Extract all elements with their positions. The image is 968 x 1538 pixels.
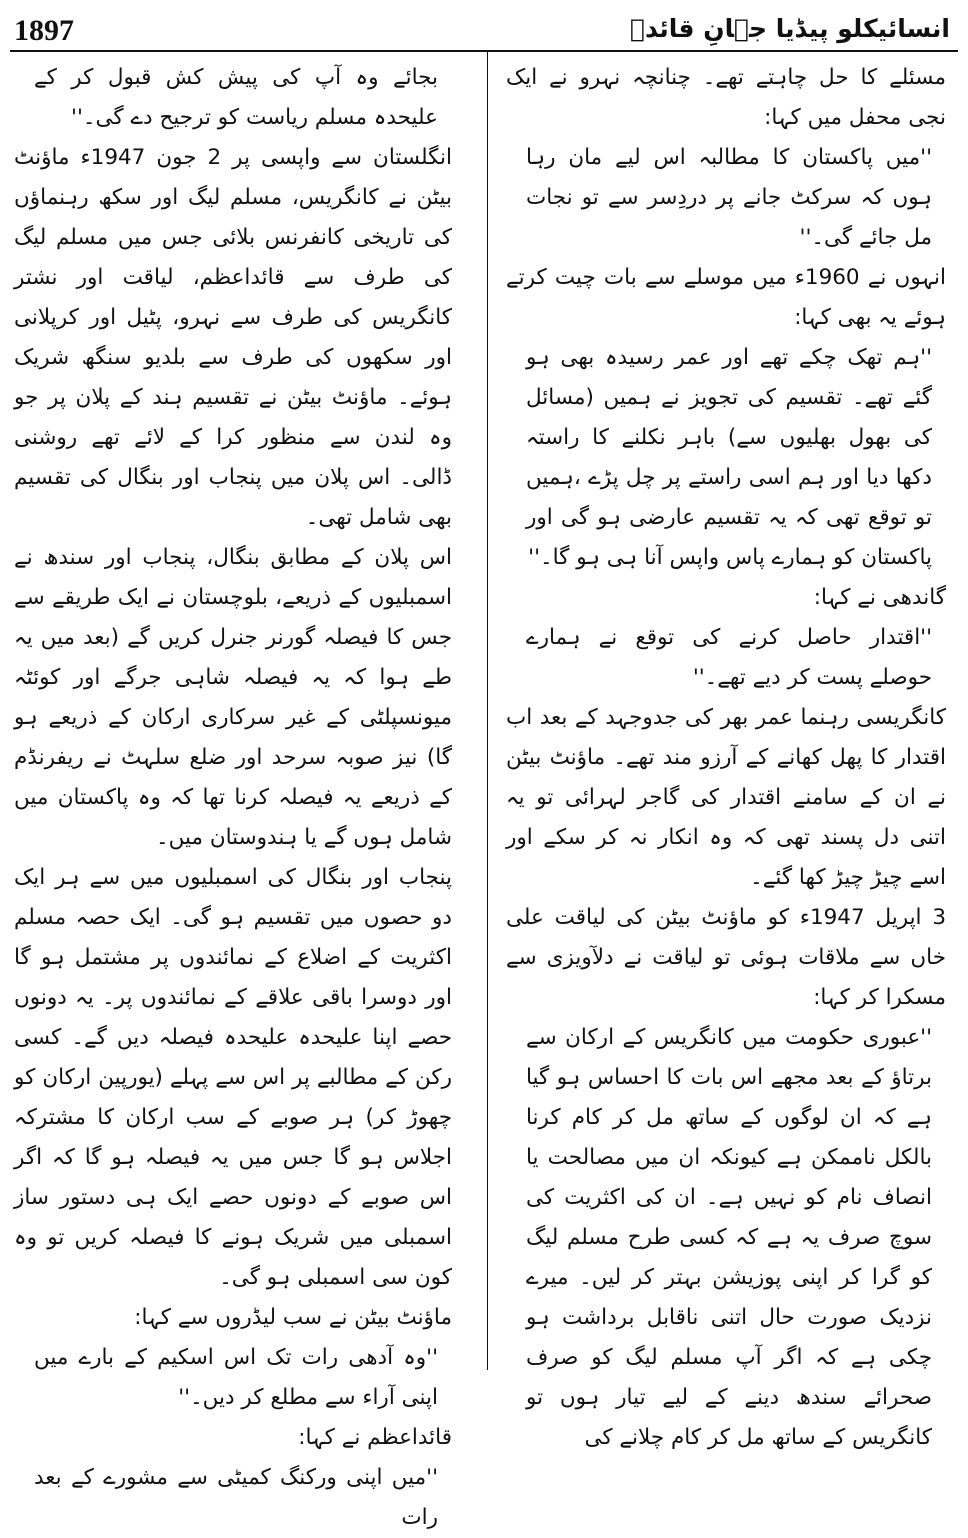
header-rule: [10, 50, 958, 52]
right-paragraph-2: انہوں نے 1960ء میں موسلے سے بات چیت کرتے ہوئے یہ بھی کہا:: [506, 265, 947, 330]
left-column: [14, 58, 452, 1530]
running-title: انسائیکلو پیڈیا جہانِ قائدؒ: [629, 14, 950, 43]
right-quote-nehru: ''میں پاکستان کا مطالبہ اس لیے مان رہا ہوں کہ سرکٹ جانے پر دردِسر سے تو نجات مل جائے گی۔'': [526, 145, 932, 250]
left-paragraph-assemblies: پنجاب اور بنگال کی اسمبلیوں میں سے ہر ایک دو حصوں میں تقسیم ہو گی۔ ایک حصہ مسلم اکثریت کے اضلاع کے نمائندوں پر مشتمل ہو گا اور دوسرا باقی علاقے کے نمائندوں پر۔ یہ دونوں حصے اپنا علیحدہ علیحدہ فیصلہ دیں گے۔ کسی رکن کے مطالبے پر اس سے پہلے (یورپین ارکان کو چھوڑ کر) ہر صوبے کے سب ارکان کا مشترکہ اجلاس ہو گا جس میں یہ فیصلہ ہو گا کہ اگر اس صوبے کے دونوں حصے ایک ہی دستور ساز اسمبلی میں شریک ہونے کا فیصلہ کریں تو وہ کون سی اسمبلی ہو گی۔: [14, 865, 452, 1290]
right-quote-liaquat: ''عبوری حکومت میں کانگریس کے ارکان سے برتاؤ کے بعد مجھے اس بات کا احساس ہو گیا ہے کہ ان لوگوں کے ساتھ مل کر کام کرنا بالکل ناممکن ہے کیونکہ ان میں مصالحت یا انصاف نام کو نہیں ہے۔ ان کی اکثریت کی سوچ صرف یہ ہے کہ کسی طرح مسلم لیگ کو گرا کر اپنی پوزیشن بہتر کر لیں۔ میرے نزدیک صورت حال اتنی ناقابل برداشت ہو چکی ہے کہ اگر آپ مسلم لیگ کو صرف صحرائے سندھ دینے کے لیے تیار ہوں تو کانگریس کے ساتھ مل کر کام چلانے کی: [526, 1025, 932, 1450]
right-paragraph-gandhi: گاندھی نے کہا:: [813, 585, 946, 610]
right-column: [506, 58, 947, 1450]
left-quote-continuation: بجائے وہ آپ کی پیش کش قبول کر کے علیحدہ مسلم ریاست کو ترجیح دے گی۔'': [34, 65, 438, 130]
right-paragraph-1: مسئلے کا حل چاہتے تھے۔ چنانچہ نہرو نے ایک نجی محفل میں کہا:: [506, 65, 946, 130]
right-quote-tired: ''ہم تھک چکے تھے اور عمر رسیدہ بھی ہو گئے تھے۔ تقسیم کی تجویز نے ہمیں (مسائل کی بھول بھلیوں سے) باہر نکلنے کا راستہ دکھا دیا اور ہم اسی راستے پر چل پڑے ،ہمیں تو توقع تھی کہ یہ تقسیم عارضی ہو گی اور پاکستان کو ہمارے پاس واپس آنا ہی ہو گا۔'': [526, 345, 932, 570]
right-quote-gandhi: ''اقتدار حاصل کرنے کی توقع نے ہمارے حوصلے پست کر دیے تھے۔'': [526, 625, 932, 690]
column-divider: [487, 52, 488, 1370]
left-paragraph-june: انگلستان سے واپسی پر 2 جون 1947ء ماؤنٹ بیٹن نے کانگریس، مسلم لیگ اور سکھ رہنماؤں کی تاریخی کانفرنس بلائی جس میں مسلم لیگ کی طرف سے قائداعظم، لیاقت اور نشتر کانگریس کی طرف سے نہرو، پٹیل اور کرپلانی اور سکھوں کی طرف سے بلدیو سنگھ شریک ہوئے۔ ماؤنٹ بیٹن نے تقسیم ہند کے پلان پر جو وہ لندن سے منظور کرا کے لائے تھے روشنی ڈالی۔ اس پلان میں پنجاب اور بنگال کی تقسیم بھی شامل تھی۔: [14, 145, 452, 530]
left-paragraph-quaid: قائداعظم نے کہا:: [298, 1425, 452, 1450]
right-paragraph-april: 3 اپریل 1947ء کو ماؤنٹ بیٹن کی لیاقت علی خاں سے ملاقات ہوئی تو لیاقت نے دلآویزی سے مسکرا کر کہا:: [506, 905, 946, 1010]
left-paragraph-mountbatten: ماؤنٹ بیٹن نے سب لیڈروں سے کہا:: [134, 1305, 452, 1330]
page-number: 1897: [14, 14, 74, 47]
left-paragraph-plan: اس پلان کے مطابق بنگال، پنجاب اور سندھ نے اسمبلیوں کے ذریعے، بلوچستان نے ایک طریقے سے جس کا فیصلہ گورنر جنرل کریں گے (بعد میں یہ طے ہوا کہ یہ فیصلہ شاہی جرگے اور کوئٹہ میونسپلٹی کے غیر سرکاری ارکان کے ذریعے ہو گا) نیز صوبہ سرحد اور ضلع سلہٹ نے ریفرنڈم کے ذریعے یہ فیصلہ کرنا تھا کہ وہ پاکستان میں شامل ہوں گے یا ہندوستان میں۔: [14, 545, 452, 850]
left-quote-midnight: ''وہ آدھی رات تک اس اسکیم کے بارے میں اپنی آراء سے مطلع کر دیں۔'': [34, 1345, 438, 1410]
right-paragraph-congress: کانگریسی رہنما عمر بھر کی جدوجہد کے بعد اب اقتدار کا پھل کھانے کے آرزو مند تھے۔ ماؤنٹ بیٹن نے ان کے سامنے اقتدار کی گاجر لہرائی تو یہ اتنی دل پسند تھی کہ وہ انکار نہ کر سکے اور اسے چیڑ چیڑ کھا گئے۔: [506, 705, 946, 890]
left-quote-quaid: ''میں اپنی ورکنگ کمیٹی سے مشورے کے بعد رات: [34, 1465, 438, 1530]
